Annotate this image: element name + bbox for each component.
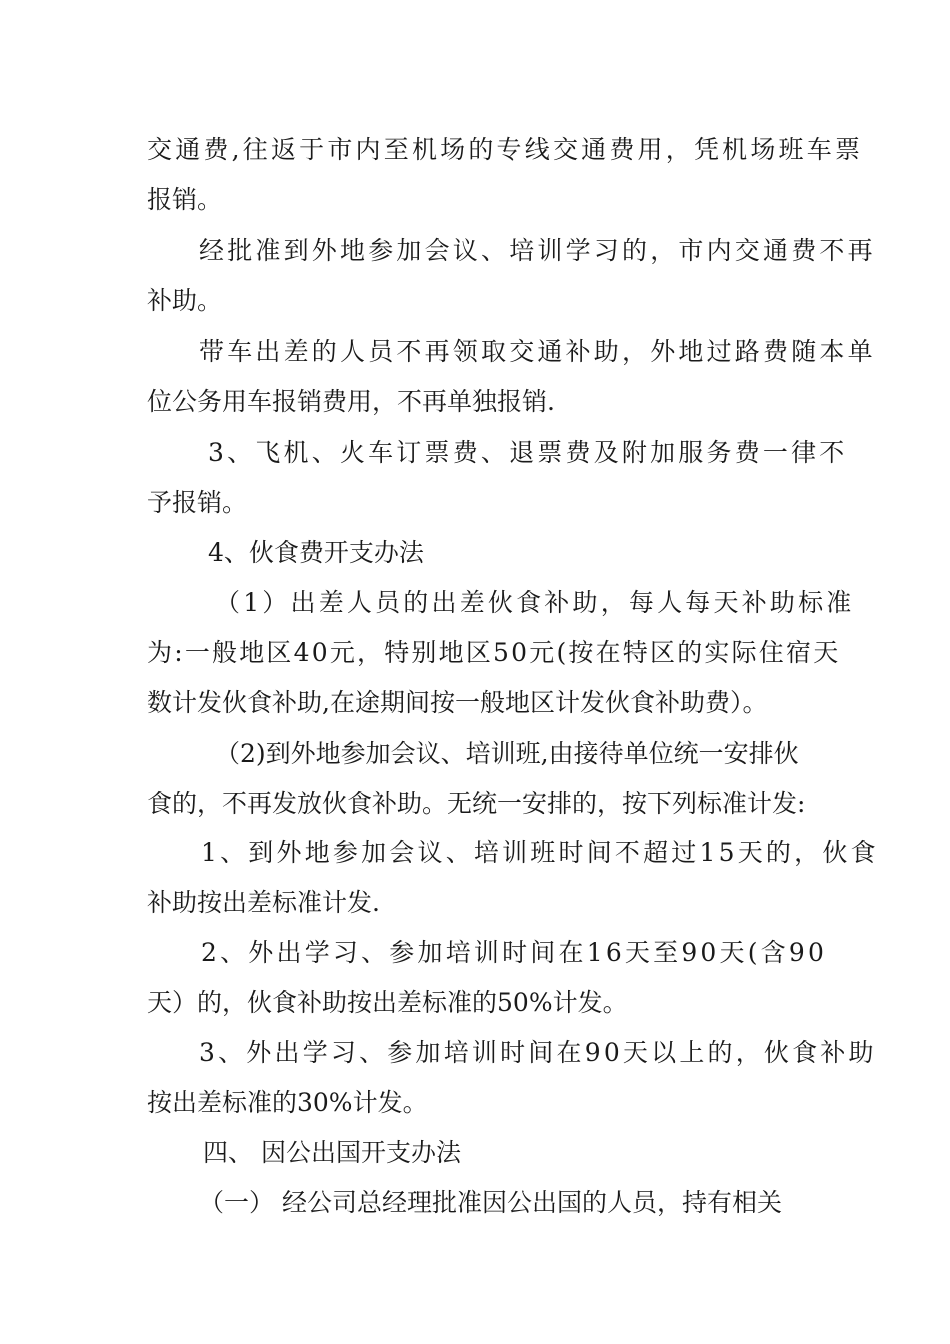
paragraph-line-15: 1、到外地参加会议、培训班时间不超过15天的，伙食 xyxy=(201,838,879,867)
section-heading-meals: 4、伙食费开支办法 xyxy=(208,538,424,567)
paragraph-line-19: 3、外出学习、参加培训时间在90天以上的，伙食补助 xyxy=(199,1038,877,1067)
paragraph-line-16: 补助按出差标准计发. xyxy=(147,888,380,917)
paragraph-line-13: （2)到外地参加会议、培训班,由接待单位统一安排伙 xyxy=(215,739,799,768)
paragraph-line-14: 食的，不再发放伙食补助。无统一安排的，按下列标准计发: xyxy=(147,789,806,818)
paragraph-line-5: 带车出差的人员不再领取交通补助，外地过路费随本单 xyxy=(199,337,876,366)
paragraph-line-20: 按出差标准的30%计发。 xyxy=(147,1088,428,1117)
paragraph-line-10: （1）出差人员的出差伙食补助，每人每天补助标准 xyxy=(215,588,855,617)
paragraph-line-6: 位公务用车报销费用，不再单独报销. xyxy=(147,387,555,416)
paragraph-line-18: 天）的，伙食补助按出差标准的50%计发。 xyxy=(147,988,628,1017)
paragraph-line-17: 2、外出学习、参加培训时间在16天至90天(含90 xyxy=(201,938,828,967)
paragraph-line-4: 补助。 xyxy=(147,286,223,315)
paragraph-line-12: 数计发伙食补助,在途期间按一般地区计发伙食补助费）。 xyxy=(147,688,768,717)
paragraph-line-11: 为:一般地区40元，特别地区50元(按在特区的实际住宿天 xyxy=(147,638,841,667)
section-heading-overseas: 四、 因公出国开支办法 xyxy=(203,1138,461,1167)
paragraph-line-7: 3、飞机、火车订票费、退票费及附加服务费一律不 xyxy=(208,438,848,467)
paragraph-line-2: 报销。 xyxy=(147,185,223,214)
paragraph-line-22: （一） 经公司总经理批准因公出国的人员，持有相关 xyxy=(199,1188,782,1217)
paragraph-line-8: 予报销。 xyxy=(147,488,248,517)
paragraph-line-1: 交通费,往返于市内至机场的专线交通费用，凭机场班车票 xyxy=(147,135,864,164)
paragraph-line-3: 经批准到外地参加会议、培训学习的，市内交通费不再 xyxy=(199,236,876,265)
